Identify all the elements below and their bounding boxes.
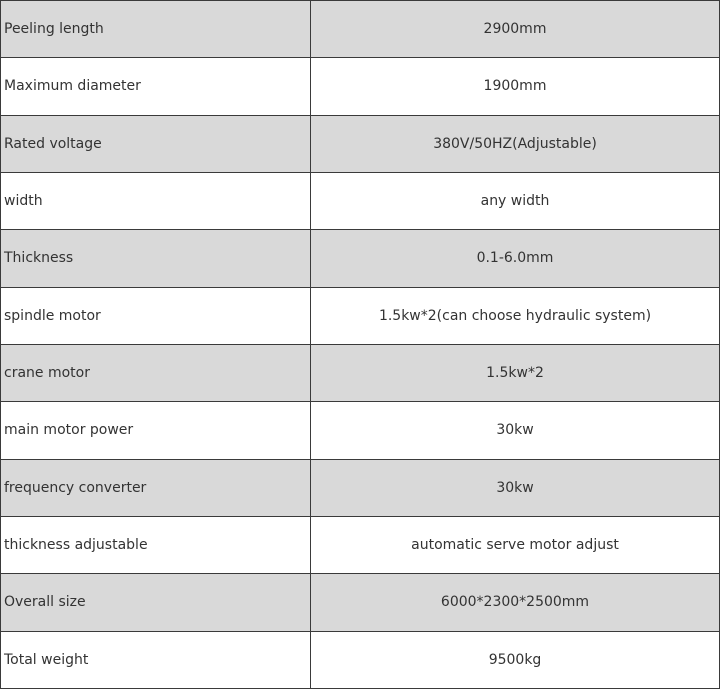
table-row xyxy=(1,631,720,688)
spec-value: 2900mm xyxy=(311,1,720,58)
table-row xyxy=(1,459,720,516)
spec-value: 30kw xyxy=(311,402,720,459)
spec-label: width xyxy=(1,172,311,229)
table-row xyxy=(1,115,720,172)
spec-value: 380V/50HZ(Adjustable) xyxy=(311,115,720,172)
table-row xyxy=(1,172,720,229)
spec-label: Rated voltage xyxy=(1,115,311,172)
spec-label: Total weight xyxy=(1,631,311,688)
table-row xyxy=(1,58,720,115)
spec-value: 9500kg xyxy=(311,631,720,688)
spec-label: spindle motor xyxy=(1,287,311,344)
spec-value: 1.5kw*2(can choose hydraulic system) xyxy=(311,287,720,344)
table-row xyxy=(1,344,720,401)
table-row xyxy=(1,402,720,459)
spec-value: 6000*2300*2500mm xyxy=(311,574,720,631)
spec-label: main motor power xyxy=(1,402,311,459)
spec-label: frequency converter xyxy=(1,459,311,516)
spec-value: 1.5kw*2 xyxy=(311,344,720,401)
spec-value: automatic serve motor adjust xyxy=(311,516,720,573)
table-row xyxy=(1,230,720,287)
table-row xyxy=(1,574,720,631)
spec-value: 30kw xyxy=(311,459,720,516)
table-row xyxy=(1,287,720,344)
spec-label: Overall size xyxy=(1,574,311,631)
table-row xyxy=(1,1,720,58)
spec-value: 0.1-6.0mm xyxy=(311,230,720,287)
spec-value: 1900mm xyxy=(311,58,720,115)
spec-label: Thickness xyxy=(1,230,311,287)
spec-label: thickness adjustable xyxy=(1,516,311,573)
spec-value: any width xyxy=(311,172,720,229)
spec-label: crane motor xyxy=(1,344,311,401)
table-row xyxy=(1,516,720,573)
spec-label: Peeling length xyxy=(1,1,311,58)
spec-label: Maximum diameter xyxy=(1,58,311,115)
